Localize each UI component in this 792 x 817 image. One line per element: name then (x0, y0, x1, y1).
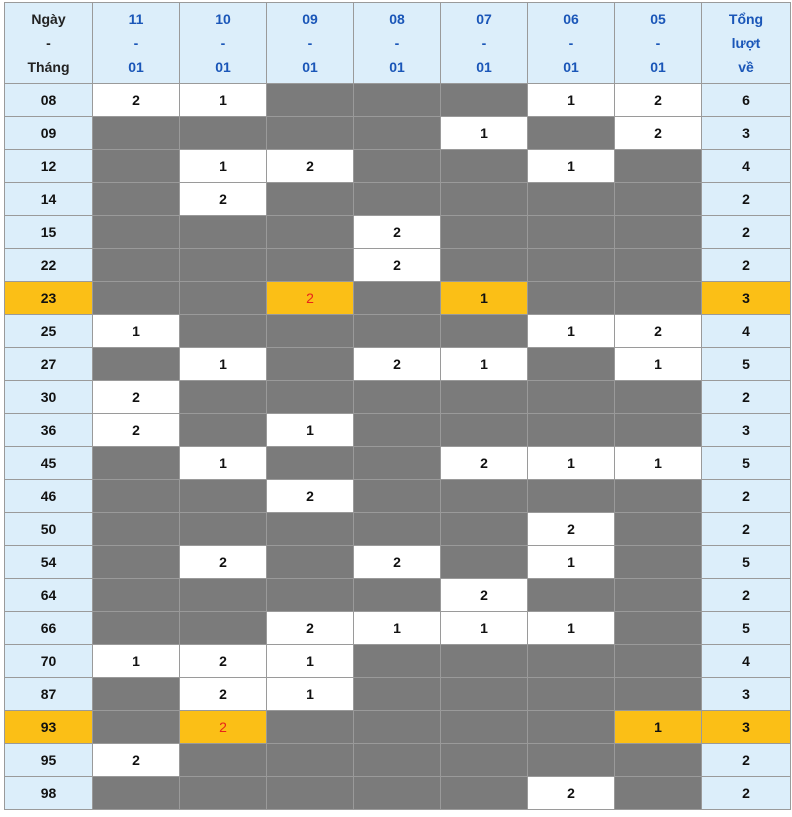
empty-cell (93, 150, 180, 183)
table-row (5, 282, 791, 315)
header-date-1 (93, 3, 180, 84)
table-row (5, 249, 791, 282)
empty-cell (93, 612, 180, 645)
empty-cell (354, 678, 441, 711)
count-cell: 1 (528, 612, 615, 645)
empty-cell (354, 414, 441, 447)
count-cell: 2 (615, 117, 702, 150)
row-number: 87 (5, 678, 93, 711)
header-date-month: 01 (215, 59, 231, 75)
empty-cell (615, 282, 702, 315)
empty-cell (441, 678, 528, 711)
empty-cell (615, 612, 702, 645)
total-cell: 3 (702, 678, 791, 711)
empty-cell (528, 744, 615, 777)
count-cell: 1 (615, 447, 702, 480)
header-date-7 (615, 3, 702, 84)
empty-cell (354, 744, 441, 777)
empty-cell (615, 579, 702, 612)
header-label-line: Tháng (27, 59, 70, 75)
row-number: 54 (5, 546, 93, 579)
total-cell: 2 (702, 216, 791, 249)
header-date-day: 11 (128, 11, 144, 27)
header-date-sep: - (307, 35, 313, 51)
empty-cell (615, 480, 702, 513)
total-cell: 2 (702, 777, 791, 810)
row-number: 98 (5, 777, 93, 810)
empty-cell (93, 447, 180, 480)
empty-cell (354, 579, 441, 612)
row-number: 09 (5, 117, 93, 150)
empty-cell (267, 216, 354, 249)
total-cell: 3 (702, 711, 791, 744)
header-total-line: lượt (731, 35, 761, 51)
table-row (5, 678, 791, 711)
empty-cell (441, 645, 528, 678)
row-number: 30 (5, 381, 93, 414)
table-row (5, 348, 791, 381)
empty-cell (615, 645, 702, 678)
count-cell: 1 (93, 645, 180, 678)
empty-cell (267, 447, 354, 480)
table-row (5, 546, 791, 579)
header-date-sep: - (568, 35, 574, 51)
table-row (5, 216, 791, 249)
empty-cell (441, 381, 528, 414)
empty-cell (354, 645, 441, 678)
row-number: 50 (5, 513, 93, 546)
empty-cell (615, 678, 702, 711)
total-cell: 2 (702, 480, 791, 513)
empty-cell (615, 414, 702, 447)
empty-cell (93, 282, 180, 315)
count-cell: 2 (354, 546, 441, 579)
table-row (5, 480, 791, 513)
empty-cell (441, 84, 528, 117)
empty-cell (354, 513, 441, 546)
empty-cell (93, 117, 180, 150)
count-cell: 2 (93, 84, 180, 117)
lottery-frequency-table (4, 2, 791, 810)
empty-cell (180, 117, 267, 150)
empty-cell (615, 744, 702, 777)
row-number: 93 (5, 711, 93, 744)
empty-cell (180, 513, 267, 546)
empty-cell (441, 777, 528, 810)
header-day-month (5, 3, 93, 84)
count-cell: 2 (93, 744, 180, 777)
header-date-day: 06 (563, 11, 579, 27)
total-cell: 3 (702, 414, 791, 447)
empty-cell (615, 513, 702, 546)
header-date-month: 01 (302, 59, 318, 75)
empty-cell (615, 777, 702, 810)
total-cell: 5 (702, 612, 791, 645)
header-date-day: 08 (389, 11, 405, 27)
count-cell: 1 (267, 414, 354, 447)
table-row (5, 84, 791, 117)
count-cell: 1 (267, 645, 354, 678)
empty-cell (528, 480, 615, 513)
empty-cell (441, 744, 528, 777)
empty-cell (441, 315, 528, 348)
count-cell: 1 (180, 150, 267, 183)
total-cell: 6 (702, 84, 791, 117)
empty-cell (93, 711, 180, 744)
empty-cell (180, 249, 267, 282)
row-number: 12 (5, 150, 93, 183)
empty-cell (354, 480, 441, 513)
count-cell: 2 (180, 645, 267, 678)
total-cell: 2 (702, 744, 791, 777)
row-number: 66 (5, 612, 93, 645)
table-row (5, 447, 791, 480)
row-number: 36 (5, 414, 93, 447)
empty-cell (354, 447, 441, 480)
count-cell: 2 (267, 150, 354, 183)
empty-cell (180, 480, 267, 513)
empty-cell (441, 183, 528, 216)
count-cell: 1 (441, 348, 528, 381)
total-cell: 3 (702, 282, 791, 315)
table-row (5, 150, 791, 183)
header-date-sep: - (481, 35, 487, 51)
empty-cell (267, 84, 354, 117)
empty-cell (267, 348, 354, 381)
row-number: 45 (5, 447, 93, 480)
count-cell: 1 (615, 711, 702, 744)
row-number: 70 (5, 645, 93, 678)
empty-cell (528, 579, 615, 612)
header-total-line: về (738, 59, 754, 75)
count-cell: 1 (441, 282, 528, 315)
count-cell: 1 (528, 546, 615, 579)
count-cell: 2 (180, 678, 267, 711)
table-row (5, 183, 791, 216)
total-cell: 3 (702, 117, 791, 150)
count-cell: 2 (180, 183, 267, 216)
empty-cell (354, 84, 441, 117)
count-cell: 1 (267, 678, 354, 711)
total-cell: 2 (702, 249, 791, 282)
count-cell: 2 (93, 381, 180, 414)
total-cell: 5 (702, 546, 791, 579)
count-cell: 2 (93, 414, 180, 447)
count-cell: 1 (528, 150, 615, 183)
header-date-day: 05 (650, 11, 666, 27)
empty-cell (528, 711, 615, 744)
empty-cell (354, 315, 441, 348)
empty-cell (93, 678, 180, 711)
empty-cell (354, 183, 441, 216)
table-header (5, 3, 791, 84)
count-cell: 1 (615, 348, 702, 381)
count-cell: 2 (354, 249, 441, 282)
total-cell: 2 (702, 579, 791, 612)
empty-cell (267, 513, 354, 546)
header-date-3 (267, 3, 354, 84)
empty-cell (267, 249, 354, 282)
total-cell: 2 (702, 381, 791, 414)
table-row (5, 777, 791, 810)
empty-cell (180, 315, 267, 348)
header-date-sep: - (133, 35, 139, 51)
count-cell: 2 (615, 315, 702, 348)
row-number: 15 (5, 216, 93, 249)
empty-cell (93, 480, 180, 513)
empty-cell (615, 381, 702, 414)
empty-cell (93, 579, 180, 612)
empty-cell (441, 480, 528, 513)
row-number: 46 (5, 480, 93, 513)
empty-cell (267, 579, 354, 612)
row-number: 95 (5, 744, 93, 777)
count-cell: 2 (354, 216, 441, 249)
empty-cell (615, 150, 702, 183)
empty-cell (354, 777, 441, 810)
empty-cell (93, 216, 180, 249)
empty-cell (528, 414, 615, 447)
header-total (702, 3, 791, 84)
empty-cell (93, 348, 180, 381)
empty-cell (354, 117, 441, 150)
empty-cell (615, 216, 702, 249)
empty-cell (180, 216, 267, 249)
total-cell: 4 (702, 150, 791, 183)
count-cell: 2 (267, 480, 354, 513)
header-date-2 (180, 3, 267, 84)
empty-cell (180, 744, 267, 777)
empty-cell (354, 282, 441, 315)
total-cell: 4 (702, 315, 791, 348)
header-label-line: - (46, 35, 51, 51)
empty-cell (267, 777, 354, 810)
table-row (5, 381, 791, 414)
count-cell: 1 (441, 117, 528, 150)
empty-cell (180, 579, 267, 612)
total-cell: 5 (702, 447, 791, 480)
count-cell: 2 (354, 348, 441, 381)
total-cell: 5 (702, 348, 791, 381)
empty-cell (180, 612, 267, 645)
table-row (5, 513, 791, 546)
empty-cell (180, 777, 267, 810)
count-cell: 2 (528, 513, 615, 546)
table-body (5, 84, 791, 810)
empty-cell (441, 711, 528, 744)
empty-cell (267, 183, 354, 216)
header-date-5 (441, 3, 528, 84)
row-number: 22 (5, 249, 93, 282)
table-row (5, 612, 791, 645)
empty-cell (354, 711, 441, 744)
row-number: 27 (5, 348, 93, 381)
table-row (5, 579, 791, 612)
header-total-line: Tổng (728, 11, 764, 27)
header-date-sep: - (394, 35, 400, 51)
count-cell: 1 (528, 447, 615, 480)
empty-cell (441, 249, 528, 282)
empty-cell (441, 546, 528, 579)
empty-cell (93, 249, 180, 282)
empty-cell (528, 678, 615, 711)
empty-cell (441, 513, 528, 546)
header-date-day: 09 (302, 11, 318, 27)
count-cell: 1 (354, 612, 441, 645)
count-cell: 1 (180, 447, 267, 480)
count-cell: 2 (528, 777, 615, 810)
header-date-sep: - (220, 35, 226, 51)
count-cell: 1 (441, 612, 528, 645)
count-cell: 1 (528, 315, 615, 348)
header-date-day: 10 (215, 11, 231, 27)
total-cell: 4 (702, 645, 791, 678)
header-date-month: 01 (389, 59, 405, 75)
count-cell: 2 (180, 711, 267, 744)
empty-cell (267, 315, 354, 348)
empty-cell (528, 282, 615, 315)
empty-cell (528, 117, 615, 150)
empty-cell (93, 513, 180, 546)
empty-cell (528, 381, 615, 414)
header-date-day: 07 (476, 11, 492, 27)
header-date-month: 01 (563, 59, 579, 75)
empty-cell (180, 414, 267, 447)
table-row (5, 414, 791, 447)
count-cell: 2 (267, 282, 354, 315)
empty-cell (441, 414, 528, 447)
empty-cell (528, 249, 615, 282)
empty-cell (180, 381, 267, 414)
empty-cell (528, 348, 615, 381)
row-number: 64 (5, 579, 93, 612)
count-cell: 2 (441, 579, 528, 612)
count-cell: 1 (93, 315, 180, 348)
header-date-6 (528, 3, 615, 84)
header-date-4 (354, 3, 441, 84)
empty-cell (267, 711, 354, 744)
count-cell: 2 (267, 612, 354, 645)
empty-cell (267, 546, 354, 579)
empty-cell (615, 183, 702, 216)
empty-cell (528, 183, 615, 216)
empty-cell (354, 381, 441, 414)
empty-cell (180, 282, 267, 315)
table-row (5, 117, 791, 150)
empty-cell (354, 150, 441, 183)
empty-cell (267, 744, 354, 777)
table-row (5, 711, 791, 744)
count-cell: 2 (615, 84, 702, 117)
count-cell: 2 (441, 447, 528, 480)
header-row (5, 3, 791, 84)
empty-cell (267, 381, 354, 414)
total-cell: 2 (702, 513, 791, 546)
total-cell: 2 (702, 183, 791, 216)
row-number: 25 (5, 315, 93, 348)
empty-cell (441, 216, 528, 249)
header-date-month: 01 (128, 59, 144, 75)
empty-cell (267, 117, 354, 150)
table-row (5, 744, 791, 777)
header-date-month: 01 (476, 59, 492, 75)
count-cell: 2 (180, 546, 267, 579)
empty-cell (93, 183, 180, 216)
count-cell: 1 (180, 84, 267, 117)
empty-cell (93, 777, 180, 810)
table-row (5, 645, 791, 678)
empty-cell (441, 150, 528, 183)
row-number: 14 (5, 183, 93, 216)
empty-cell (615, 249, 702, 282)
count-cell: 1 (180, 348, 267, 381)
row-number: 08 (5, 84, 93, 117)
row-number: 23 (5, 282, 93, 315)
empty-cell (93, 546, 180, 579)
table-row (5, 315, 791, 348)
empty-cell (615, 546, 702, 579)
count-cell: 1 (528, 84, 615, 117)
header-date-sep: - (655, 35, 661, 51)
empty-cell (528, 216, 615, 249)
header-label-line: Ngày (31, 11, 66, 27)
empty-cell (528, 645, 615, 678)
header-date-month: 01 (650, 59, 666, 75)
